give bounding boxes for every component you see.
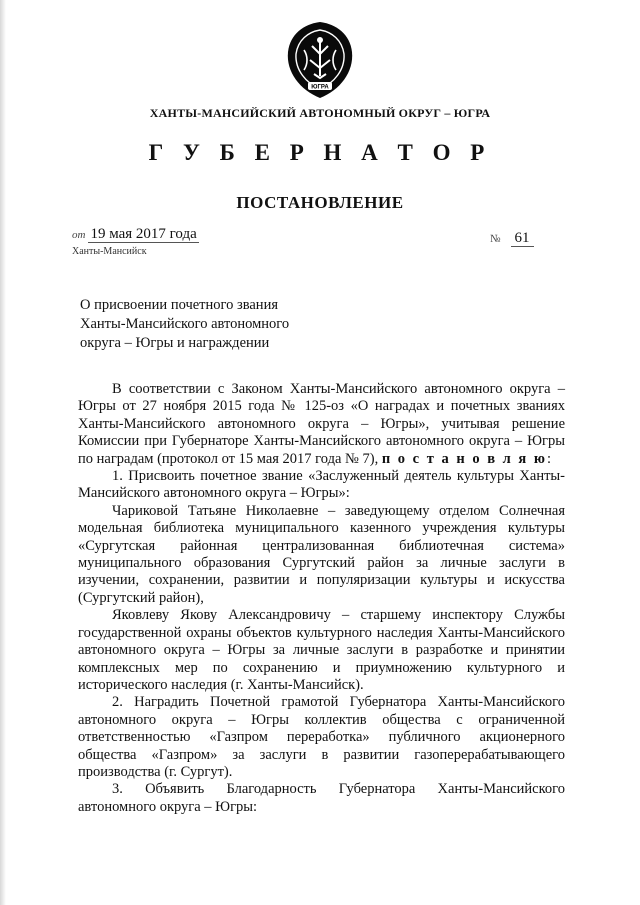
subject-line: Ханты-Мансийского автономного (80, 316, 290, 332)
document-number (490, 230, 534, 247)
decree-colon: : (547, 450, 552, 467)
document-body (78, 381, 565, 816)
coat-of-arms-emblem (284, 20, 356, 100)
subject-line: О присвоении почетного звания (80, 297, 278, 313)
preamble-text: В соответствии с Законом Ханты-Мансийского автономного округа – Югры от 27 ноября 2015 года № 125-оз «О наградах и почетных званиях Ханты-Мансийского автономного округа – Югры», учитывая решение Комиссии при Губернаторе Ханты-Мансийского автономного округа – Югры по наградам (протокол от 15 мая 2017 года № 7), (78, 381, 565, 467)
scan-edge (0, 0, 6, 905)
date-value: 19 мая 2017 года (90, 226, 197, 242)
awardee-1-paragraph: Чариковой Татьяне Николаевне – заведующему отделом Солнечная модельная библиотека муниципального казенного учреждения культуры «Сургутская районная централизованная библиотечная система» муниципального образования Сургутский район за личные заслуги в изучении, сохранении, развитии и популяризации культуры и искусства (Сургутский район), (78, 502, 565, 606)
preamble-paragraph (78, 381, 565, 468)
governor-title: Г У Б Е Р Н А Т О Р (148, 140, 492, 165)
decree-word: п о с т а н о в л я ю (381, 450, 547, 467)
item-3-paragraph: 3. Объявить Благодарность Губернатора Ханты-Мансийского автономного округа – Югры: (78, 781, 565, 815)
awardee-2-paragraph: Яковлеву Якову Александровичу – старшему инспектору Службы государственной охраны объектов культурного наследия Ханты-Мансийского автономного округа – Югры за личные заслуги в разработке и принятии комплексных мер по сохранению и приумножению культурного и исторического наследия (г. Ханты-Мансийск). (78, 607, 565, 693)
item-1-paragraph: 1. Присвоить почетное звание «Заслуженный деятель культуры Ханты-Мансийского автономного округа – Югры»: (78, 468, 565, 502)
document-city: Ханты-Мансийск (72, 246, 147, 257)
region-name: ХАНТЫ-МАНСИЙСКИЙ АВТОНОМНЫЙ ОКРУГ – ЮГРА (149, 106, 491, 120)
document-date (72, 226, 199, 243)
number-prefix: № (490, 233, 501, 245)
emblem-label: ЮГРА (311, 84, 329, 91)
document-type: ПОСТАНОВЛЕНИЕ (236, 193, 404, 212)
subject-line: округа – Югры и награждении (80, 335, 270, 351)
number-value: 61 (511, 230, 534, 247)
document-subject (80, 296, 380, 353)
date-prefix: от (72, 229, 86, 241)
item-2-paragraph: 2. Наградить Почетной грамотой Губернатора Ханты-Мансийского автономного округа – Югры коллектив общества с ограниченной ответственностью «Газпром переработка» публичного акционерного общества «Газпром» за заслуги в развитии газоперерабатывающего производства (г. Сургут). (78, 694, 565, 780)
